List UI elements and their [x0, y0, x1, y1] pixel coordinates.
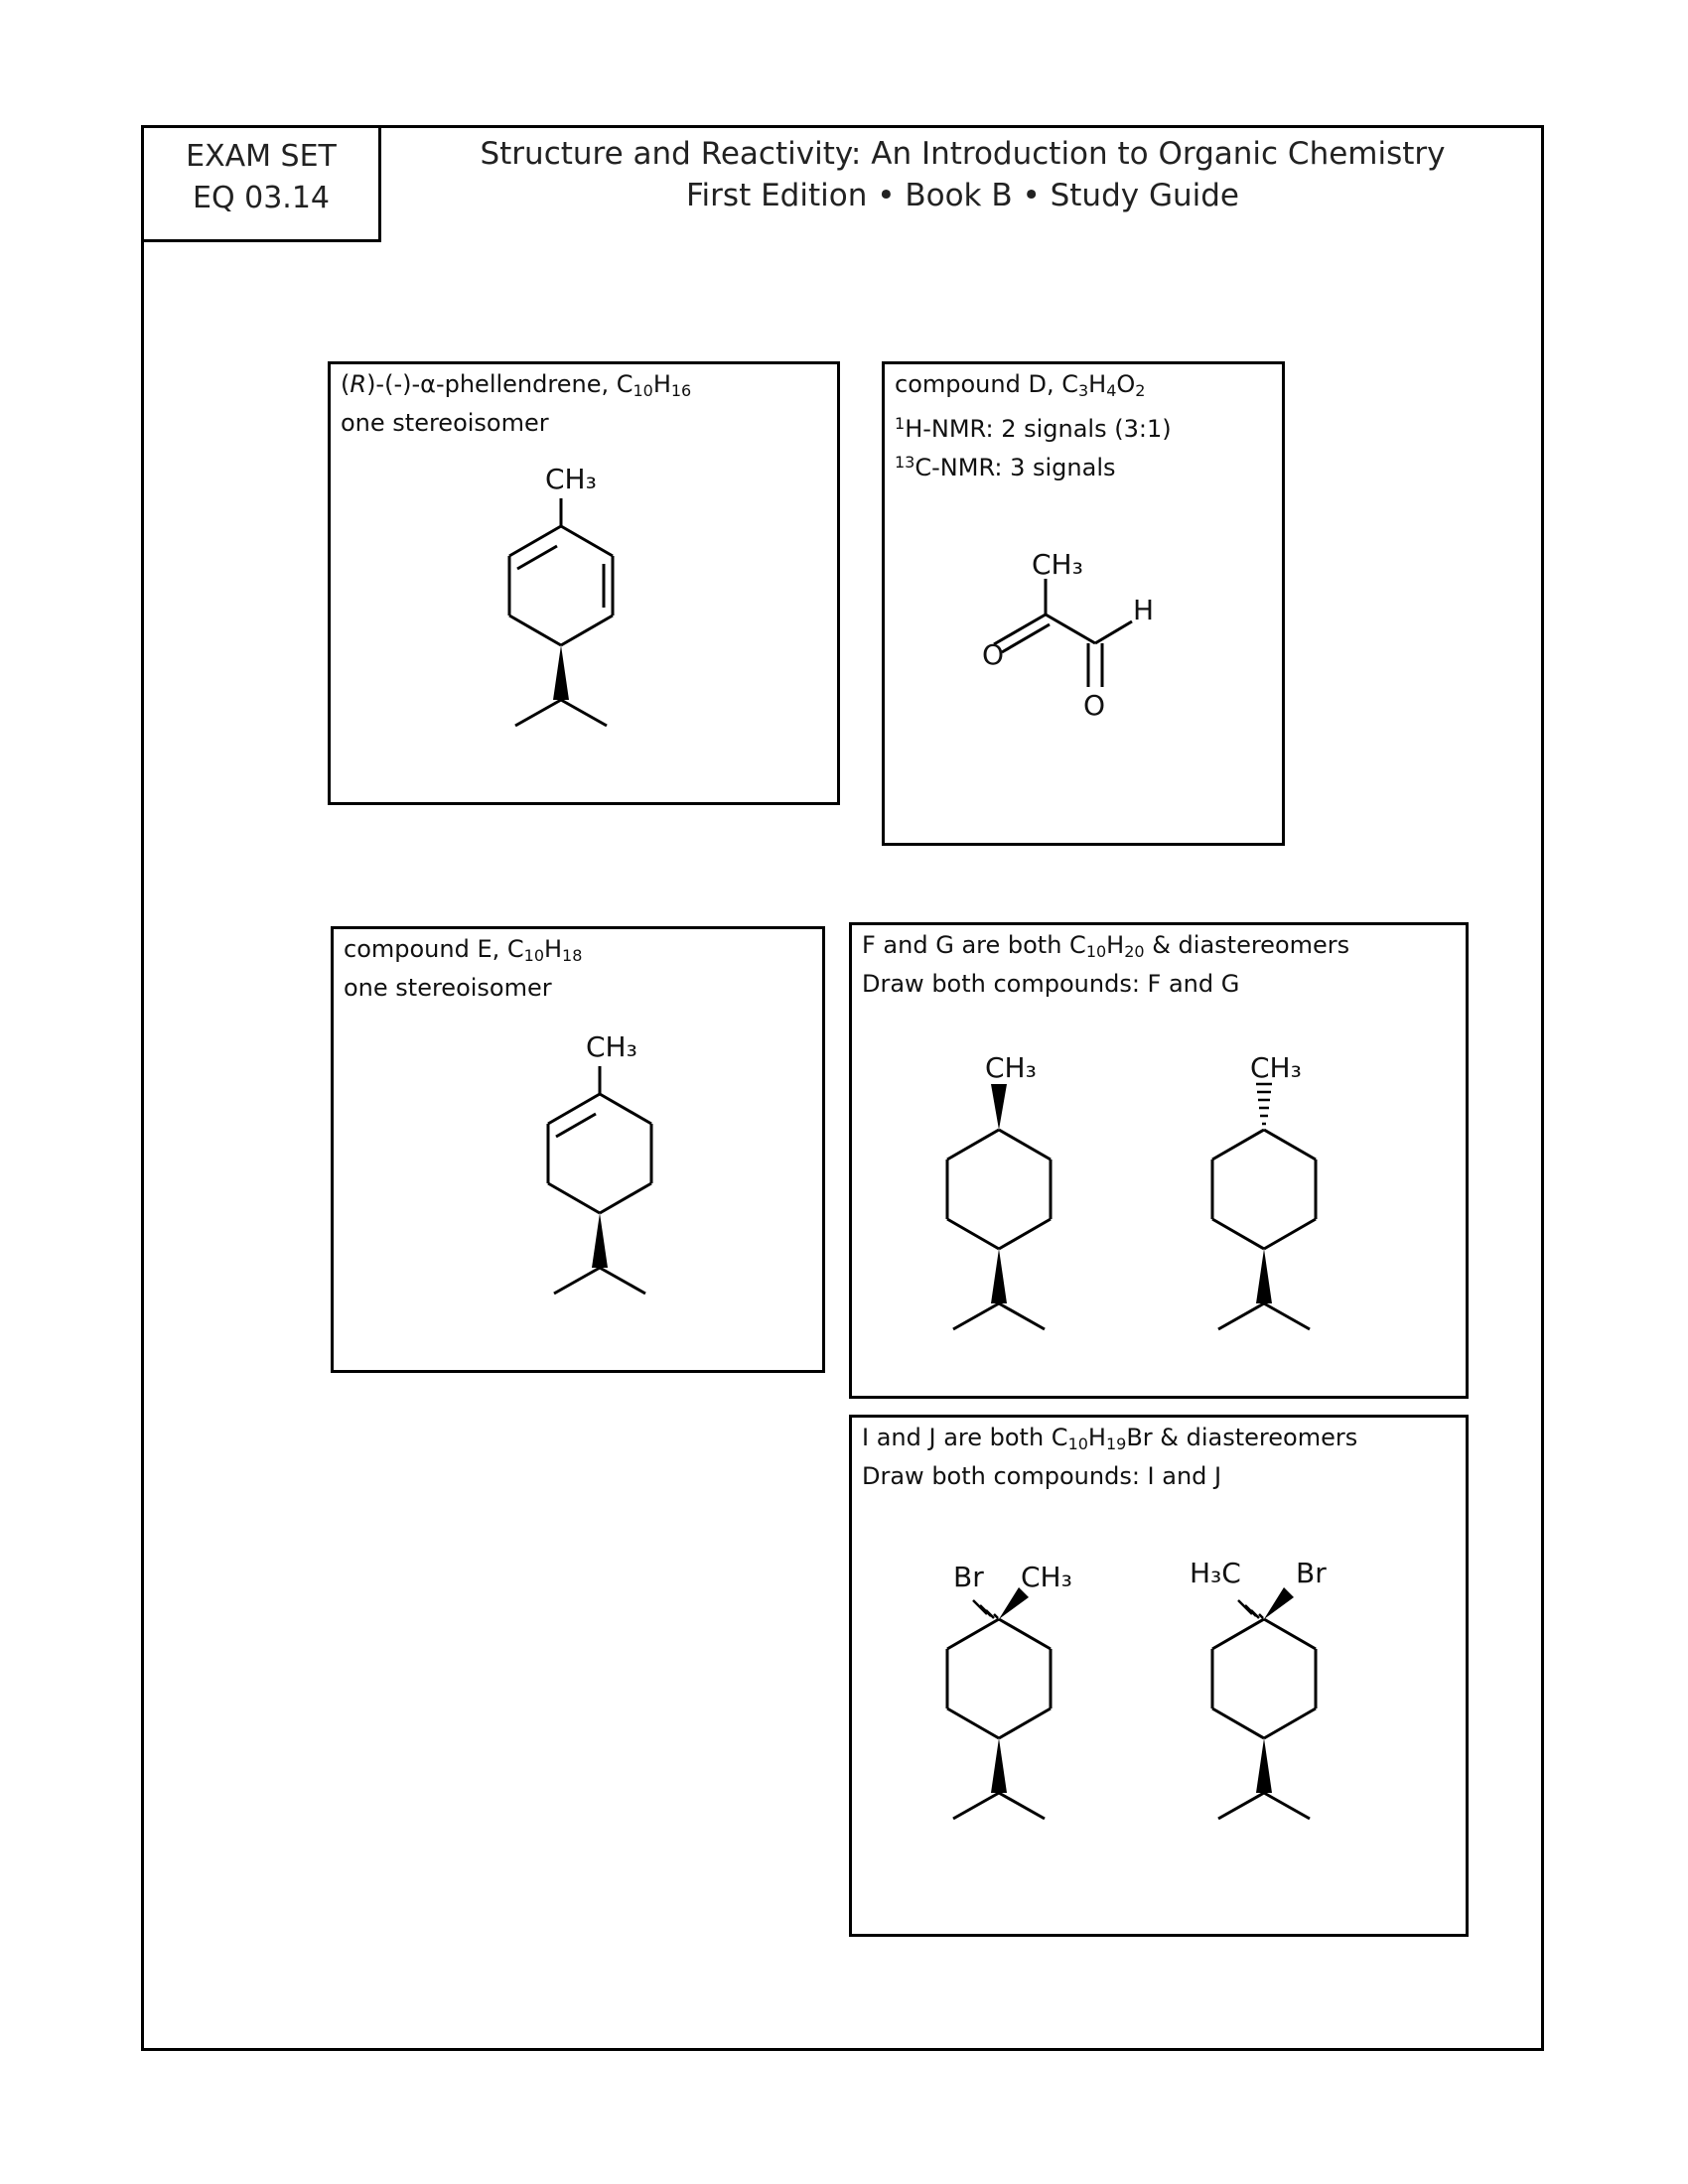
panel-i-and-j	[849, 1415, 1469, 1937]
panel-compound-e-caption: compound E, $C_{10}H_{18}$ one stereoisomer	[344, 935, 583, 1002]
ch3-label: CH₃	[1250, 1051, 1302, 1084]
panel-f-and-g-caption: F and G are both $C_{10}H_{20}$ & diastereomers Draw both compounds: F and G	[862, 931, 1350, 998]
panel-compound-e	[331, 926, 825, 1373]
panel-phellandrene-caption: (R)-(-)-α-phellendrene, $C_{10}H_{16}$ one stereoisomer	[341, 370, 692, 437]
bromine-label: Br	[953, 1561, 984, 1593]
f-and-g-structures	[852, 925, 1472, 1402]
exam-set-tag	[141, 125, 381, 242]
ch3-label: CH₃	[545, 463, 597, 495]
aldehyde-h-label: H	[1133, 594, 1155, 626]
panel-compound-d	[882, 361, 1285, 846]
aldehyde-o-label: O	[1083, 689, 1106, 722]
h3c-label: H₃C	[1190, 1557, 1241, 1589]
compound-i	[947, 1561, 1072, 1819]
panel-phellandrene	[328, 361, 840, 805]
compound-j	[1190, 1557, 1327, 1819]
i-and-j-structures	[852, 1418, 1472, 1940]
compound-d-structure	[885, 364, 1288, 849]
ch3-label: CH₃	[1032, 548, 1083, 581]
bromine-label: Br	[1296, 1557, 1327, 1589]
panel-f-and-g	[849, 922, 1469, 1399]
ch3-label: CH₃	[1021, 1561, 1072, 1593]
page-header	[381, 133, 1544, 216]
ch3-label: CH₃	[586, 1030, 637, 1063]
compound-e-structure	[334, 929, 828, 1376]
compound-f	[947, 1051, 1051, 1329]
ketone-o-label: O	[982, 638, 1005, 671]
panel-compound-d-caption: compound D, $C_3H_4O_2$ $^1$H-NMR: 2 signals (3:1) $^{13}$C-NMR: 3 signals	[895, 370, 1172, 481]
book-subtitle: First Edition • Book B • Study Guide	[685, 178, 1239, 213]
exam-set-number: EQ 03.14	[193, 181, 330, 215]
phellandrene-structure	[331, 364, 843, 808]
panel-i-and-j-caption: I and J are both $C_{10}H_{19}Br$ & diastereomers Draw both compounds: I and J	[862, 1424, 1358, 1490]
compound-g	[1212, 1051, 1316, 1329]
book-title: Structure and Reactivity: An Introduction to Organic Chemistry	[480, 136, 1446, 172]
ch3-label: CH₃	[985, 1051, 1037, 1084]
exam-set-label: EXAM SET	[186, 139, 337, 174]
